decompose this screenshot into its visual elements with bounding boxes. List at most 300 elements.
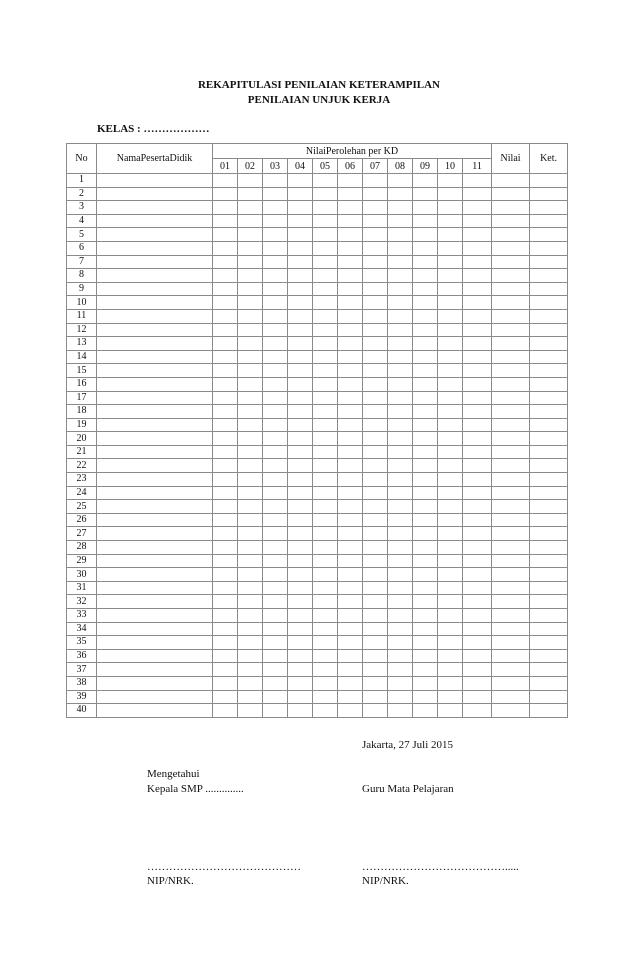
- kd-score-cell: [263, 649, 288, 663]
- student-name-cell: [97, 649, 213, 663]
- kd-score-cell: [263, 595, 288, 609]
- kd-score-cell: [313, 459, 338, 473]
- row-number: 34: [67, 622, 97, 636]
- kd-score-cell: [363, 187, 388, 201]
- ket-cell: [530, 337, 568, 351]
- kd-score-cell: [288, 418, 313, 432]
- kd-score-cell: [463, 391, 492, 405]
- kd-score-cell: [213, 364, 238, 378]
- kd-score-cell: [288, 690, 313, 704]
- kd-score-cell: [288, 500, 313, 514]
- kd-score-cell: [288, 676, 313, 690]
- kd-score-cell: [438, 636, 463, 650]
- nilai-cell: [492, 622, 530, 636]
- table-row: [67, 473, 568, 487]
- student-name-cell: [97, 486, 213, 500]
- kd-score-cell: [238, 309, 263, 323]
- kd-score-cell: [363, 595, 388, 609]
- table-row: [67, 704, 568, 718]
- kd-score-cell: [263, 337, 288, 351]
- student-name-cell: [97, 663, 213, 677]
- row-number: 29: [67, 554, 97, 568]
- kd-score-cell: [363, 676, 388, 690]
- kd-score-cell: [313, 323, 338, 337]
- kd-score-cell: [313, 350, 338, 364]
- kd-score-cell: [313, 636, 338, 650]
- nilai-cell: [492, 432, 530, 446]
- kd-score-cell: [313, 690, 338, 704]
- kd-score-cell: [438, 432, 463, 446]
- kd-score-cell: [213, 418, 238, 432]
- kd-score-cell: [313, 622, 338, 636]
- nilai-cell: [492, 486, 530, 500]
- kd-score-cell: [338, 377, 363, 391]
- student-name-cell: [97, 364, 213, 378]
- nilai-cell: [492, 241, 530, 255]
- kd-score-cell: [238, 445, 263, 459]
- kd-score-cell: [263, 201, 288, 215]
- student-name-cell: [97, 581, 213, 595]
- kd-score-cell: [388, 255, 413, 269]
- row-number: 35: [67, 636, 97, 650]
- row-number: 10: [67, 296, 97, 310]
- kd-score-cell: [238, 541, 263, 555]
- kd-score-cell: [438, 418, 463, 432]
- kd-score-cell: [413, 296, 438, 310]
- kd-score-cell: [363, 296, 388, 310]
- kd-score-cell: [213, 282, 238, 296]
- kd-score-cell: [388, 377, 413, 391]
- kd-score-cell: [338, 337, 363, 351]
- kd-score-cell: [213, 554, 238, 568]
- kd-score-cell: [263, 690, 288, 704]
- kd-score-cell: [363, 541, 388, 555]
- kd-score-cell: [438, 649, 463, 663]
- kd-score-cell: [463, 609, 492, 623]
- kd-score-cell: [238, 622, 263, 636]
- kd-score-cell: [263, 445, 288, 459]
- assessment-table: [66, 143, 568, 718]
- ket-cell: [530, 663, 568, 677]
- kd-score-cell: [238, 405, 263, 419]
- kd-score-cell: [213, 595, 238, 609]
- kd-score-cell: [438, 377, 463, 391]
- kd-score-cell: [438, 663, 463, 677]
- kd-score-cell: [463, 323, 492, 337]
- ket-cell: [530, 350, 568, 364]
- kd-score-cell: [413, 704, 438, 718]
- kd-score-cell: [338, 364, 363, 378]
- table-row: [67, 269, 568, 283]
- kd-score-cell: [463, 473, 492, 487]
- kd-score-cell: [388, 445, 413, 459]
- ket-cell: [530, 690, 568, 704]
- kd-score-cell: [238, 214, 263, 228]
- nilai-cell: [492, 473, 530, 487]
- kd-score-cell: [388, 309, 413, 323]
- header-kd-07: 07: [363, 159, 388, 174]
- kd-score-cell: [263, 636, 288, 650]
- kd-score-cell: [463, 513, 492, 527]
- kd-score-cell: [388, 704, 413, 718]
- student-name-cell: [97, 622, 213, 636]
- student-name-cell: [97, 269, 213, 283]
- row-number: 18: [67, 405, 97, 419]
- kd-score-cell: [338, 187, 363, 201]
- ket-cell: [530, 595, 568, 609]
- kd-score-cell: [313, 445, 338, 459]
- kd-score-cell: [438, 595, 463, 609]
- student-name-cell: [97, 377, 213, 391]
- student-name-cell: [97, 568, 213, 582]
- kd-score-cell: [413, 676, 438, 690]
- kd-score-cell: [363, 500, 388, 514]
- kd-score-cell: [238, 527, 263, 541]
- kd-score-cell: [313, 296, 338, 310]
- kd-score-cell: [388, 214, 413, 228]
- kd-score-cell: [463, 649, 492, 663]
- row-number: 12: [67, 323, 97, 337]
- kd-score-cell: [463, 350, 492, 364]
- table-row: [67, 296, 568, 310]
- kd-score-cell: [313, 541, 338, 555]
- ket-cell: [530, 391, 568, 405]
- kd-score-cell: [288, 541, 313, 555]
- kd-score-cell: [438, 676, 463, 690]
- student-name-cell: [97, 432, 213, 446]
- table-row: [67, 500, 568, 514]
- header-kd-11: 11: [463, 159, 492, 174]
- kd-score-cell: [338, 201, 363, 215]
- header-kd-03: 03: [263, 159, 288, 174]
- kd-score-cell: [363, 282, 388, 296]
- kd-score-cell: [338, 241, 363, 255]
- kd-score-cell: [288, 228, 313, 242]
- kd-score-cell: [363, 690, 388, 704]
- kd-score-cell: [463, 282, 492, 296]
- student-name-cell: [97, 214, 213, 228]
- row-number: 11: [67, 309, 97, 323]
- kd-score-cell: [313, 214, 338, 228]
- kd-score-cell: [263, 323, 288, 337]
- student-name-cell: [97, 350, 213, 364]
- ket-cell: [530, 187, 568, 201]
- ket-cell: [530, 541, 568, 555]
- table-row: [67, 663, 568, 677]
- kd-score-cell: [263, 432, 288, 446]
- student-name-cell: [97, 241, 213, 255]
- kd-score-cell: [463, 445, 492, 459]
- row-number: 9: [67, 282, 97, 296]
- kd-score-cell: [363, 174, 388, 188]
- kd-score-cell: [363, 269, 388, 283]
- kd-score-cell: [388, 228, 413, 242]
- table-row: [67, 418, 568, 432]
- student-name-cell: [97, 445, 213, 459]
- nilai-cell: [492, 527, 530, 541]
- kd-score-cell: [388, 676, 413, 690]
- kd-score-cell: [263, 309, 288, 323]
- nilai-cell: [492, 337, 530, 351]
- table-header: [67, 144, 568, 174]
- row-number: 26: [67, 513, 97, 527]
- kd-score-cell: [438, 541, 463, 555]
- kd-score-cell: [263, 568, 288, 582]
- kd-score-cell: [463, 568, 492, 582]
- kd-score-cell: [338, 174, 363, 188]
- kd-score-cell: [238, 649, 263, 663]
- row-number: 33: [67, 609, 97, 623]
- kd-score-cell: [338, 255, 363, 269]
- nilai-cell: [492, 391, 530, 405]
- student-name-cell: [97, 690, 213, 704]
- ket-cell: [530, 609, 568, 623]
- kd-score-cell: [463, 201, 492, 215]
- kd-score-cell: [238, 554, 263, 568]
- kd-score-cell: [413, 405, 438, 419]
- kd-score-cell: [338, 282, 363, 296]
- kd-score-cell: [438, 405, 463, 419]
- kd-score-cell: [313, 500, 338, 514]
- teacher-nip: NIP/NRK.: [362, 875, 409, 887]
- kd-score-cell: [463, 432, 492, 446]
- kd-score-cell: [463, 527, 492, 541]
- kd-score-cell: [288, 554, 313, 568]
- ket-cell: [530, 241, 568, 255]
- header-kd-group: NilaiPerolehan per KD: [213, 144, 492, 159]
- kd-score-cell: [263, 228, 288, 242]
- kd-score-cell: [313, 609, 338, 623]
- kd-score-cell: [213, 350, 238, 364]
- kd-score-cell: [363, 636, 388, 650]
- kd-score-cell: [238, 418, 263, 432]
- kd-score-cell: [313, 513, 338, 527]
- kd-score-cell: [263, 527, 288, 541]
- table-row: [67, 649, 568, 663]
- kd-score-cell: [363, 527, 388, 541]
- row-number: 39: [67, 690, 97, 704]
- student-name-cell: [97, 405, 213, 419]
- kd-score-cell: [438, 187, 463, 201]
- kd-score-cell: [213, 228, 238, 242]
- kd-score-cell: [313, 364, 338, 378]
- student-name-cell: [97, 323, 213, 337]
- document-subtitle: PENILAIAN UNJUK KERJA: [247, 94, 391, 106]
- kd-score-cell: [263, 255, 288, 269]
- table-row: [67, 350, 568, 364]
- kd-score-cell: [363, 513, 388, 527]
- kd-score-cell: [213, 445, 238, 459]
- ket-cell: [530, 445, 568, 459]
- row-number: 21: [67, 445, 97, 459]
- kd-score-cell: [238, 704, 263, 718]
- kd-score-cell: [438, 690, 463, 704]
- table-row: [67, 228, 568, 242]
- kd-score-cell: [388, 364, 413, 378]
- nilai-cell: [492, 513, 530, 527]
- row-number: 40: [67, 704, 97, 718]
- kd-score-cell: [213, 377, 238, 391]
- ket-cell: [530, 581, 568, 595]
- table-row: [67, 622, 568, 636]
- kd-score-cell: [388, 201, 413, 215]
- kd-score-cell: [213, 432, 238, 446]
- kd-score-cell: [213, 622, 238, 636]
- kd-score-cell: [338, 350, 363, 364]
- nilai-cell: [492, 214, 530, 228]
- nilai-cell: [492, 609, 530, 623]
- kd-score-cell: [213, 255, 238, 269]
- kd-score-cell: [263, 663, 288, 677]
- kd-score-cell: [263, 704, 288, 718]
- table-row: [67, 309, 568, 323]
- kd-score-cell: [463, 377, 492, 391]
- kd-score-cell: [313, 228, 338, 242]
- kd-score-cell: [238, 568, 263, 582]
- kd-score-cell: [438, 364, 463, 378]
- kd-score-cell: [413, 541, 438, 555]
- kd-score-cell: [463, 622, 492, 636]
- table-row: [67, 405, 568, 419]
- student-name-cell: [97, 391, 213, 405]
- kd-score-cell: [263, 500, 288, 514]
- row-number: 16: [67, 377, 97, 391]
- kd-score-cell: [213, 241, 238, 255]
- kd-score-cell: [463, 459, 492, 473]
- nilai-cell: [492, 595, 530, 609]
- table-row: [67, 554, 568, 568]
- student-name-cell: [97, 255, 213, 269]
- kd-score-cell: [213, 459, 238, 473]
- ket-cell: [530, 500, 568, 514]
- kd-score-cell: [413, 187, 438, 201]
- nilai-cell: [492, 269, 530, 283]
- row-number: 37: [67, 663, 97, 677]
- row-number: 19: [67, 418, 97, 432]
- kd-score-cell: [338, 473, 363, 487]
- kd-score-cell: [413, 364, 438, 378]
- kd-score-cell: [413, 418, 438, 432]
- kd-score-cell: [263, 214, 288, 228]
- kd-score-cell: [338, 636, 363, 650]
- student-name-cell: [97, 676, 213, 690]
- row-number: 7: [67, 255, 97, 269]
- kd-score-cell: [463, 241, 492, 255]
- nilai-cell: [492, 676, 530, 690]
- student-name-cell: [97, 473, 213, 487]
- kd-score-cell: [263, 241, 288, 255]
- kd-score-cell: [263, 377, 288, 391]
- nilai-cell: [492, 541, 530, 555]
- kd-score-cell: [438, 228, 463, 242]
- kd-score-cell: [463, 486, 492, 500]
- header-kd-02: 02: [238, 159, 263, 174]
- kd-score-cell: [313, 568, 338, 582]
- row-number: 25: [67, 500, 97, 514]
- kd-score-cell: [388, 323, 413, 337]
- kd-score-cell: [313, 649, 338, 663]
- ket-cell: [530, 568, 568, 582]
- kd-score-cell: [438, 473, 463, 487]
- kd-score-cell: [363, 255, 388, 269]
- kd-score-cell: [438, 255, 463, 269]
- kd-score-cell: [363, 581, 388, 595]
- kd-score-cell: [263, 269, 288, 283]
- student-name-cell: [97, 541, 213, 555]
- kd-score-cell: [288, 377, 313, 391]
- student-name-cell: [97, 704, 213, 718]
- kd-score-cell: [438, 214, 463, 228]
- table-row: [67, 513, 568, 527]
- header-no: No: [67, 144, 97, 174]
- ket-cell: [530, 309, 568, 323]
- row-number: 3: [67, 201, 97, 215]
- kd-score-cell: [263, 486, 288, 500]
- ket-cell: [530, 554, 568, 568]
- kd-score-cell: [238, 337, 263, 351]
- kd-score-cell: [213, 676, 238, 690]
- kd-score-cell: [463, 364, 492, 378]
- kd-score-cell: [288, 364, 313, 378]
- table-row: [67, 337, 568, 351]
- kd-score-cell: [363, 622, 388, 636]
- kd-score-cell: [213, 174, 238, 188]
- nilai-cell: [492, 323, 530, 337]
- kd-score-cell: [313, 663, 338, 677]
- kd-score-cell: [288, 486, 313, 500]
- kd-score-cell: [438, 296, 463, 310]
- kd-score-cell: [363, 418, 388, 432]
- principal-nip: NIP/NRK.: [147, 875, 194, 887]
- acknowledged-label: Mengetahui: [147, 768, 200, 780]
- nilai-cell: [492, 418, 530, 432]
- kd-score-cell: [413, 241, 438, 255]
- kd-score-cell: [288, 214, 313, 228]
- kd-score-cell: [288, 296, 313, 310]
- kd-score-cell: [338, 486, 363, 500]
- kd-score-cell: [413, 282, 438, 296]
- kd-score-cell: [363, 350, 388, 364]
- kd-score-cell: [388, 581, 413, 595]
- kd-score-cell: [363, 445, 388, 459]
- nilai-cell: [492, 445, 530, 459]
- student-name-cell: [97, 296, 213, 310]
- kd-score-cell: [238, 282, 263, 296]
- kd-score-cell: [213, 568, 238, 582]
- kd-score-cell: [388, 350, 413, 364]
- kd-score-cell: [338, 432, 363, 446]
- header-student-name: NamaPesertaDidik: [97, 144, 213, 174]
- row-number: 6: [67, 241, 97, 255]
- kd-score-cell: [438, 174, 463, 188]
- table-row: [67, 541, 568, 555]
- row-number: 15: [67, 364, 97, 378]
- kd-score-cell: [213, 541, 238, 555]
- kd-score-cell: [288, 337, 313, 351]
- kd-score-cell: [338, 554, 363, 568]
- kd-score-cell: [288, 323, 313, 337]
- ket-cell: [530, 228, 568, 242]
- kd-score-cell: [413, 568, 438, 582]
- row-number: 22: [67, 459, 97, 473]
- table-row: [67, 255, 568, 269]
- kd-score-cell: [388, 459, 413, 473]
- kd-score-cell: [438, 269, 463, 283]
- row-number: 17: [67, 391, 97, 405]
- kd-score-cell: [388, 241, 413, 255]
- kd-score-cell: [388, 486, 413, 500]
- table-row: [67, 486, 568, 500]
